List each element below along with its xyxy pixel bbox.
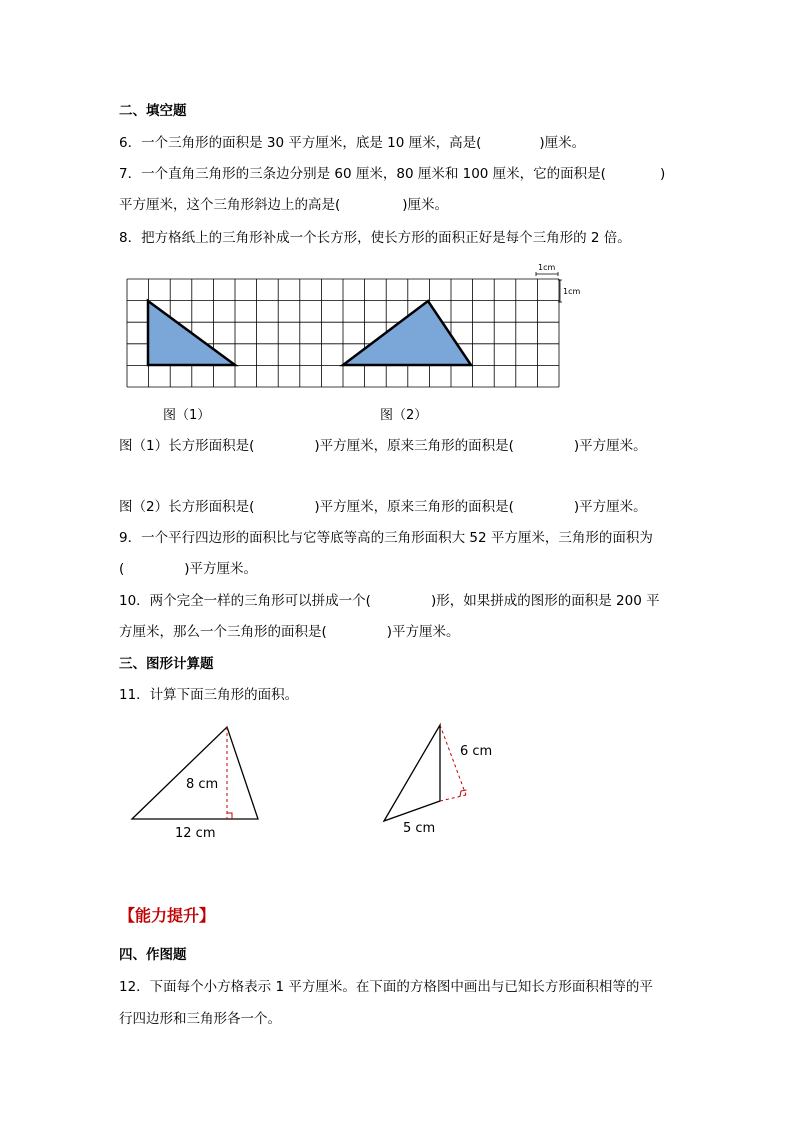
unit-label-side: 1cm bbox=[563, 287, 581, 296]
question-11: 11．计算下面三角形的面积。 bbox=[119, 687, 299, 703]
question-9-line-2: ( )平方厘米。 bbox=[119, 561, 258, 577]
question-7-line-2: 平方厘米，这个三角形斜边上的高是( )厘米。 bbox=[119, 197, 449, 213]
unit-label-top: 1cm bbox=[538, 263, 556, 272]
extended-base-line bbox=[440, 795, 466, 801]
figure-2-question: 图（2）长方形面积是( )平方厘米，原来三角形的面积是( )平方厘米。 bbox=[119, 499, 647, 515]
question-9-line-1: 9．一个平行四边形的面积比与它等底等高的三角形面积大 52 平方厘米，三角形的面积为 bbox=[119, 530, 653, 546]
grid-figure bbox=[110, 256, 590, 396]
question-10-line-2: 方厘米，那么一个三角形的面积是( )平方厘米。 bbox=[119, 624, 460, 640]
triangle-with-base-12 bbox=[132, 727, 258, 841]
figure-1-caption: 图（1） bbox=[163, 408, 211, 423]
question-10-line-1: 10．两个完全一样的三角形可以拼成一个( )形，如果拼成的图形的面积是 200 平 bbox=[119, 593, 660, 609]
section-heading-calculation: 三、图形计算题 bbox=[119, 656, 214, 672]
figure-1-question: 图（1）长方形面积是( )平方厘米，原来三角形的面积是( )平方厘米。 bbox=[119, 438, 647, 454]
section-heading-drawing: 四、作图题 bbox=[119, 947, 187, 963]
figure-2-caption: 图（2） bbox=[380, 408, 428, 423]
question-12-line-1: 12．下面每个小方格表示 1 平方厘米。在下面的方格图中画出与已知长方形面积相等的平 bbox=[119, 979, 653, 995]
height-line bbox=[440, 725, 466, 795]
base-label: 5 cm bbox=[403, 821, 436, 836]
triangle-with-base-5 bbox=[384, 725, 492, 836]
question-12-line-2: 行四边形和三角形各一个。 bbox=[119, 1011, 281, 1027]
question-7-line-1: 7．一个直角三角形的三条边分别是 60 厘米，80 厘米和 100 厘米，它的面积是( ) bbox=[119, 166, 666, 182]
ability-heading: 【能力提升】 bbox=[119, 906, 216, 925]
base-label: 12 cm bbox=[175, 826, 216, 841]
height-label: 6 cm bbox=[460, 744, 493, 759]
section-heading-fill-in: 二、填空题 bbox=[119, 103, 187, 119]
question-6: 6．一个三角形的面积是 30 平方厘米，底是 10 厘米，高是( )厘米。 bbox=[119, 135, 586, 151]
triangle-fig-2 bbox=[343, 301, 471, 365]
height-label: 8 cm bbox=[186, 777, 219, 792]
calculation-figures bbox=[120, 715, 500, 845]
question-8: 8．把方格纸上的三角形补成一个长方形，使长方形的面积正好是每个三角形的 2 倍。 bbox=[119, 230, 631, 246]
right-angle-mark bbox=[227, 813, 232, 819]
